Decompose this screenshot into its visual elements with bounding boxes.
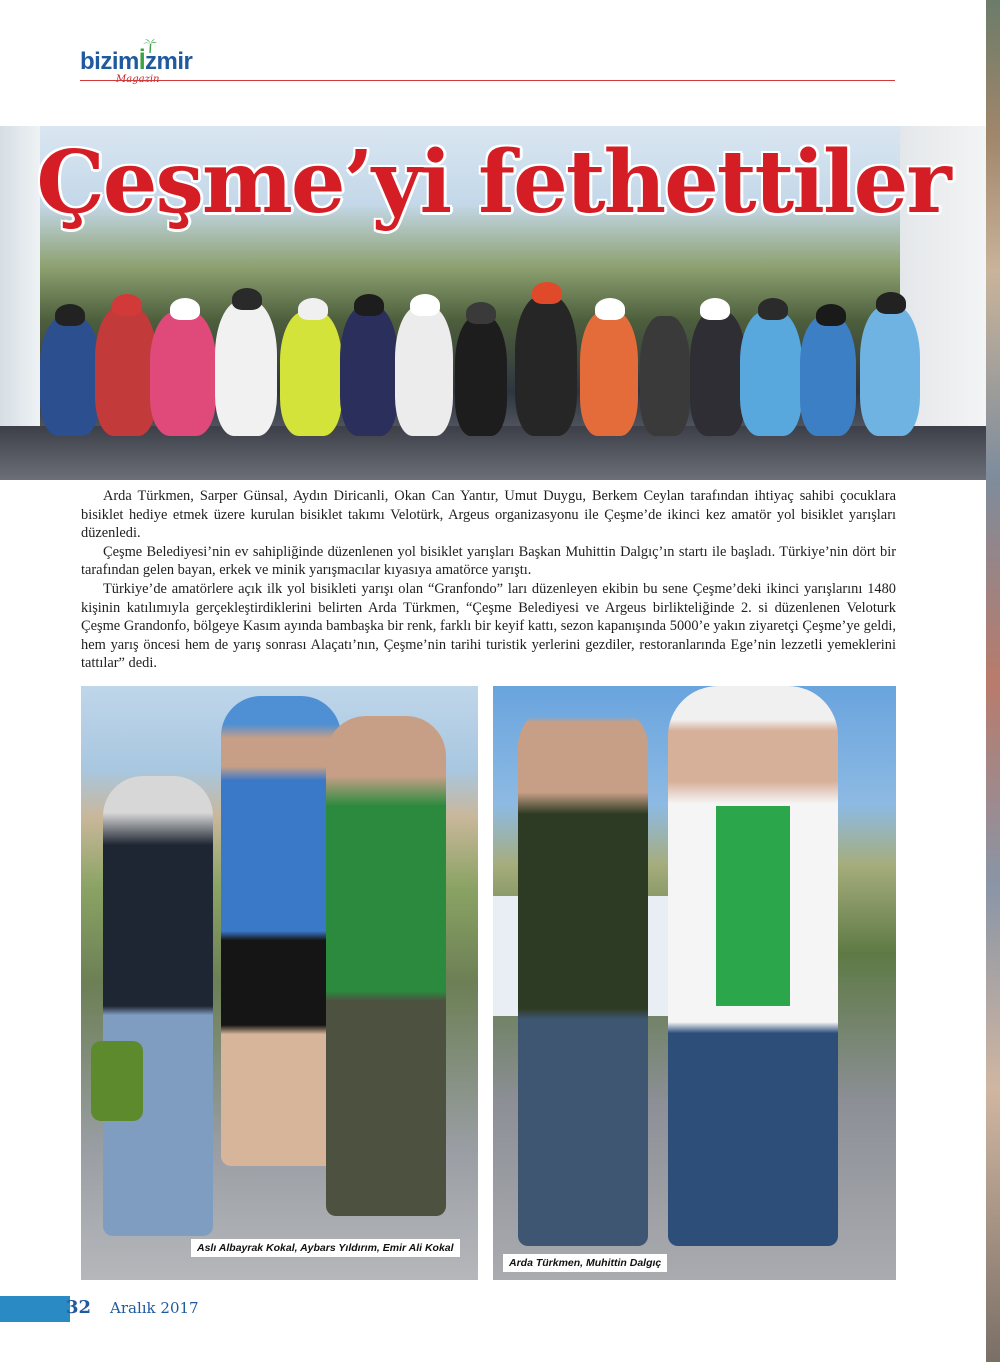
rider-figure [640, 316, 690, 436]
magazine-logo [80, 46, 220, 90]
helmet-shape [816, 304, 846, 326]
hero-photo-cyclists [0, 126, 986, 480]
helmet-shape [55, 304, 85, 326]
rider-figure [690, 311, 746, 436]
helmet-shape [758, 298, 788, 320]
rider-figure [455, 316, 507, 436]
rider-figure [800, 316, 856, 436]
rider-figure [40, 316, 100, 436]
helmet-shape [595, 298, 625, 320]
rider-figure [580, 311, 638, 436]
logo-wordmark [80, 48, 192, 76]
person-cyclist [221, 696, 341, 1166]
adjacent-page-edge [986, 0, 1000, 1362]
logo-text-zmir: zmir [145, 48, 193, 75]
helmet-shape [112, 294, 142, 316]
person-man-green-jacket [326, 716, 446, 1216]
rider-figure [150, 311, 216, 436]
photo-three-people [81, 686, 478, 1280]
green-bag [91, 1041, 143, 1121]
rider-figure [95, 306, 157, 436]
article-paragraph-1: Arda Türkmen, Sarper Günsal, Aydın Diricanli, Okan Can Yantır, Umut Duygu, Berkem Ceylan tarafından ihtiyaç sahibi çocuklara bisiklet hediye etmek üzere kurulan bisiklet takımı Velotürk, Argeus organizasyonu ile Çeşme’de ikinci kez amatör yol bisiklet yarışları düzenledi. [81, 488, 896, 542]
helmet-shape [532, 282, 562, 304]
headline: Çeşme’yi fethettiler [36, 132, 950, 233]
photo-caption-right: Arda Türkmen, Muhittin Dalgıç [503, 1254, 667, 1272]
person-woman [103, 776, 213, 1236]
helmet-shape [354, 294, 384, 316]
helmet-shape [700, 298, 730, 320]
person-arda [518, 706, 648, 1246]
logo-text-i: İ [138, 48, 146, 75]
rider-figure [395, 306, 453, 436]
footer-accent-bar [0, 1296, 70, 1322]
issue-date: Aralık 2017 [110, 1299, 199, 1317]
helmet-shape [170, 298, 200, 320]
article-paragraph-2: Çeşme Belediyesi’nin ev sahipliğinde düzenlenen yol bisiklet yarışları Başkan Muhittin Dalgıç’ın startı ile başladı. Türkiye’nin dört bir tarafından gelen bayan, erkek ve minik yarışmacılar kıyasıya amatörce yarıştı. [81, 543, 896, 579]
photo-caption-left: Aslı Albayrak Kokal, Aybars Yıldırım, Emir Ali Kokal [191, 1239, 460, 1257]
helmet-shape [410, 294, 440, 316]
rider-figure [860, 306, 920, 436]
header-rule [80, 80, 895, 81]
rider-figure [515, 296, 577, 436]
logo-text-bizim: bizim [80, 48, 139, 75]
helmet-shape [876, 292, 906, 314]
rider-figure [340, 306, 398, 436]
rider-figure [215, 301, 277, 436]
palm-tree-icon [142, 38, 158, 54]
photo-two-men [493, 686, 896, 1280]
article-body [81, 487, 896, 673]
rider-figure [280, 311, 342, 436]
rider-figure [740, 311, 802, 436]
helmet-shape [232, 288, 262, 310]
helmet-shape [298, 298, 328, 320]
article-paragraph-3: Türkiye’de amatörlere açık ilk yol bisikleti yarışı olan “Granfondo” ları düzenleyen ekibin bu sene Çeşme’deki ikinci yarışlarını 1480 kişinin katılımıyla gerçekleştirdiklerini belirten Arda Türkmen, “Çeşme Belediyesi ve Argeus birlikteliğinde 2. si düzenlenen Veloturk Çeşme Grandonfo, bölgeye Kasım ayında bambaşka bir renk, farklı bir keyif kattı, sezon kapanışında 5000’e yakın ziyaretçi Çeşme’ye geldi, hem yarış öncesi hem de yarış sonrası Alaçatı’nın, Çeşme’nin tarihi turistik yerlerini gezdiler, restoranlarında Ege’nin lezzetli yemeklerini tattılar” dedi. [81, 580, 896, 672]
green-shirt [716, 806, 790, 1006]
helmet-shape [466, 302, 496, 324]
page-number: 32 [66, 1297, 92, 1318]
